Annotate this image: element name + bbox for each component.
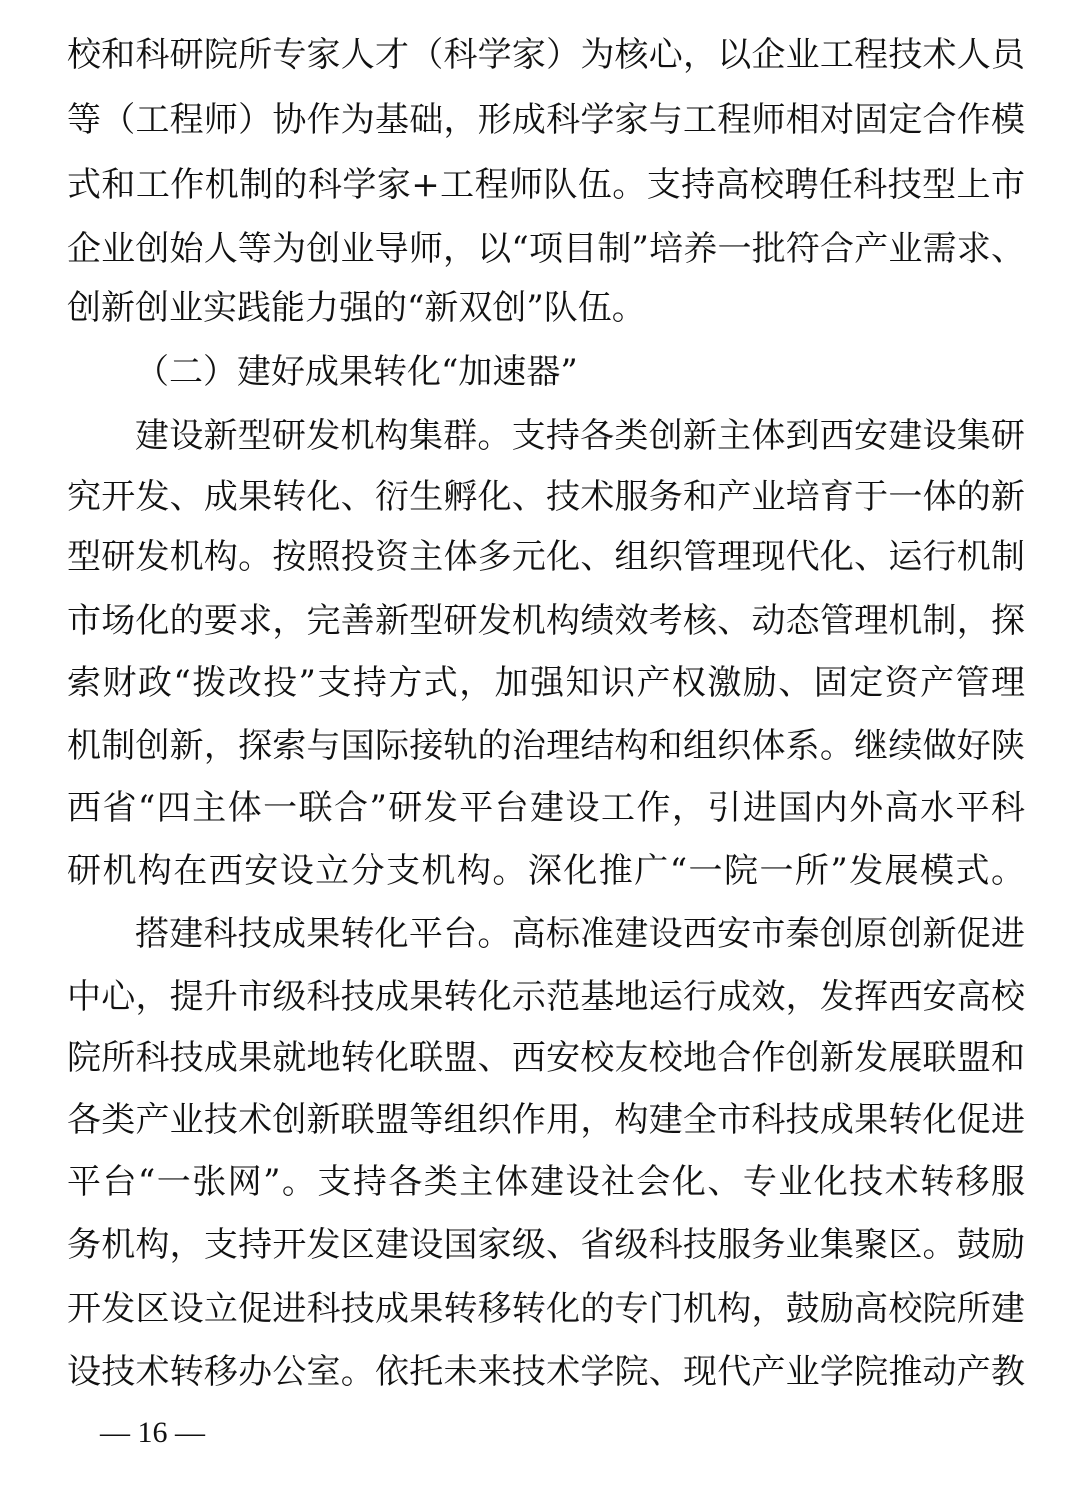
page-number: — 16 — bbox=[100, 1416, 205, 1449]
text-line: 等（工程师）协作为基础，形成科学家与工程师相对固定合作模 bbox=[67, 100, 1025, 140]
text-line: 校和科研院所专家人才（科学家）为核心，以企业工程技术人员 bbox=[67, 35, 1025, 75]
text-line: 设技术转移办公室。依托未来技术学院、现代产业学院推动产教 bbox=[67, 1352, 1025, 1392]
text-line: 中心，提升市级科技成果转化示范基地运行成效，发挥西安高校 bbox=[67, 977, 1025, 1017]
text-line: 建设新型研发机构集群。支持各类创新主体到西安建设集研 bbox=[135, 416, 1025, 456]
text-line: 究开发、成果转化、衍生孵化、技术服务和产业培育于一体的新 bbox=[67, 477, 1025, 517]
section-heading: （二）建好成果转化“加速器” bbox=[135, 352, 578, 392]
text-line: 企业创始人等为创业导师，以“项目制”培养一批符合产业需求、 bbox=[67, 229, 1025, 269]
text-line: 搭建科技成果转化平台。高标准建设西安市秦创原创新促进 bbox=[135, 914, 1025, 954]
text-line: 开发区设立促进科技成果转移转化的专门机构，鼓励高校院所建 bbox=[67, 1289, 1025, 1329]
text-line: 索财政“拨改投”支持方式，加强知识产权激励、固定资产管理 bbox=[67, 663, 1025, 703]
text-line: 平台“一张网”。支持各类主体建设社会化、专业化技术转移服 bbox=[67, 1162, 1025, 1202]
text-line: 务机构，支持开发区建设国家级、省级科技服务业集聚区。鼓励 bbox=[67, 1225, 1025, 1265]
text-line: 型研发机构。按照投资主体多元化、组织管理现代化、运行机制 bbox=[67, 537, 1025, 577]
text-line: 式和工作机制的科学家+工程师队伍。支持高校聘任科技型上市 bbox=[67, 165, 1025, 205]
text-line: 院所科技成果就地转化联盟、西安校友校地合作创新发展联盟和 bbox=[67, 1038, 1025, 1078]
text-line: 创新创业实践能力强的“新双创”队伍。 bbox=[67, 288, 646, 328]
text-line: 西省“四主体一联合”研发平台建设工作，引进国内外高水平科 bbox=[67, 788, 1025, 828]
text-line: 机制创新，探索与国际接轨的治理结构和组织体系。继续做好陕 bbox=[67, 726, 1025, 766]
text-line: 研机构在西安设立分支机构。深化推广“一院一所”发展模式。 bbox=[67, 851, 1025, 891]
text-line: 市场化的要求，完善新型研发机构绩效考核、动态管理机制，探 bbox=[67, 601, 1025, 641]
text-line: 各类产业技术创新联盟等组织作用，构建全市科技成果转化促进 bbox=[67, 1100, 1025, 1140]
